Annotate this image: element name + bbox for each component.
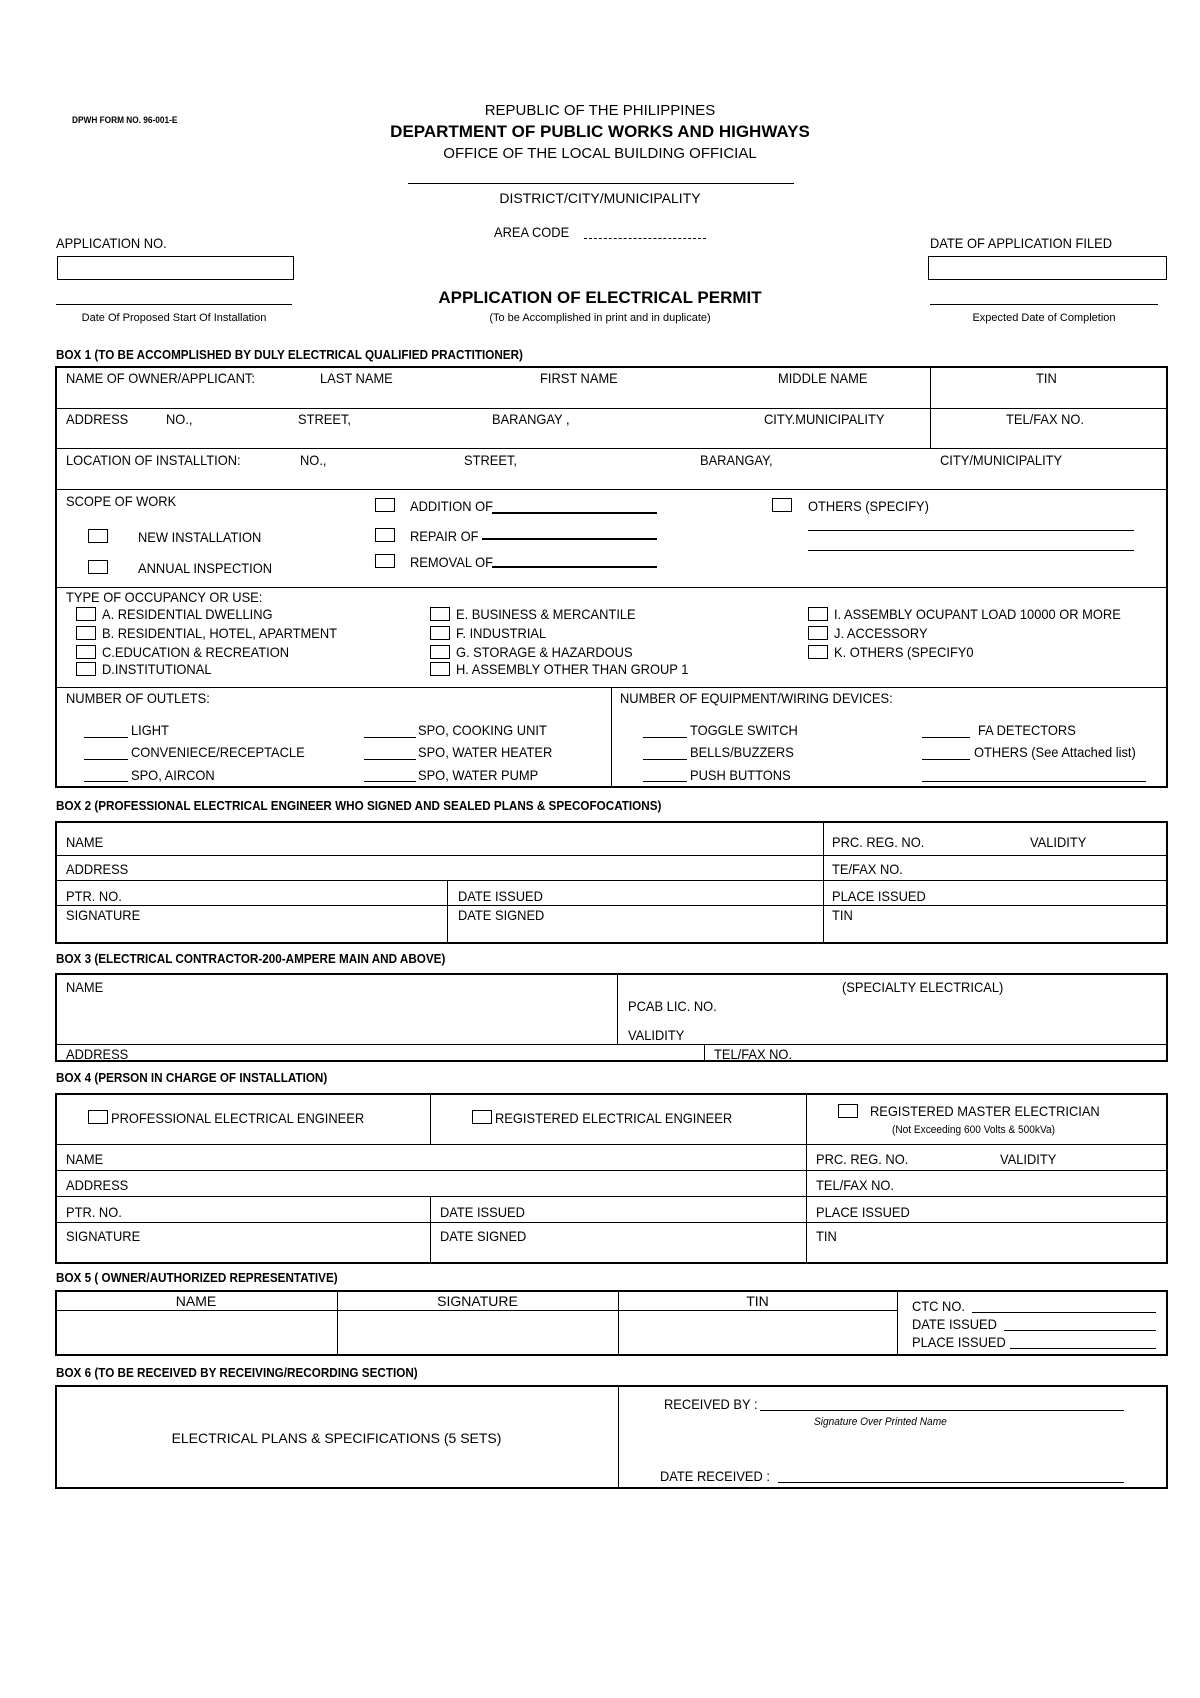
application-no-label: APPLICATION NO. xyxy=(56,235,167,251)
others-devices-line[interactable] xyxy=(922,759,970,760)
water-heater-label: SPO, WATER HEATER xyxy=(418,744,553,760)
repair-label: REPAIR OF xyxy=(410,528,479,544)
area-code-line[interactable] xyxy=(584,238,706,239)
box2-address-label: ADDRESS xyxy=(66,861,129,877)
box4-address-label: ADDRESS xyxy=(66,1177,129,1193)
others-line-2[interactable] xyxy=(808,550,1134,551)
date-filed-label: DATE OF APPLICATION FILED xyxy=(930,235,1113,251)
box4-telfax-label: TEL/FAX NO. xyxy=(816,1177,895,1193)
address-label: ADDRESS xyxy=(66,411,129,427)
occ-h-label: H. ASSEMBLY OTHER THAN GROUP 1 xyxy=(456,661,689,677)
box1-col-divider xyxy=(930,366,931,448)
pee-checkbox[interactable] xyxy=(88,1110,108,1124)
annual-inspection-label: ANNUAL INSPECTION xyxy=(138,560,273,576)
new-installation-checkbox[interactable] xyxy=(88,529,108,543)
occ-i-checkbox[interactable] xyxy=(808,607,828,621)
last-name-label: LAST NAME xyxy=(320,370,393,386)
box5-tin-label: TIN xyxy=(746,1293,769,1309)
occ-h-checkbox[interactable] xyxy=(430,662,450,676)
box2-ptr-label: PTR. NO. xyxy=(66,888,122,904)
repair-checkbox[interactable] xyxy=(375,528,395,542)
box1-row-divider xyxy=(55,489,1168,490)
box3-specialty-label: (SPECIALTY ELECTRICAL) xyxy=(842,979,1004,995)
occ-e-checkbox[interactable] xyxy=(430,607,450,621)
location-no-label: NO., xyxy=(300,452,327,468)
address-street-label: STREET, xyxy=(298,411,351,427)
addition-label: ADDITION OF xyxy=(410,498,494,514)
middle-name-label: MIDDLE NAME xyxy=(778,370,868,386)
first-name-label: FIRST NAME xyxy=(540,370,618,386)
occupancy-label: TYPE OF OCCUPANCY OR USE: xyxy=(66,589,263,605)
district-label: DISTRICT/CITY/MUNICIPALITY xyxy=(499,190,701,206)
fa-label: FA DETECTORS xyxy=(978,722,1076,738)
equipment-label: NUMBER OF EQUIPMENT/WIRING DEVICES: xyxy=(620,690,893,706)
occ-b-label: B. RESIDENTIAL, HOTEL, APARTMENT xyxy=(102,625,338,641)
removal-line[interactable] xyxy=(492,566,657,568)
pee-label: PROFESSIONAL ELECTRICAL ENGINEER xyxy=(111,1110,365,1126)
box3-pcab-label: PCAB LIC. NO. xyxy=(628,998,717,1014)
location-label: LOCATION OF INSTALLTION: xyxy=(66,452,241,468)
box5-name-label: NAME xyxy=(175,1293,217,1309)
area-code-label: AREA CODE xyxy=(494,224,570,240)
date-received-label: DATE RECEIVED : xyxy=(660,1468,770,1484)
bells-line[interactable] xyxy=(643,759,687,760)
box4-row-divider xyxy=(55,1196,1168,1197)
box1-row-divider xyxy=(55,448,1168,449)
box2-row-divider xyxy=(55,880,1168,881)
ctc-line[interactable] xyxy=(972,1312,1156,1313)
occ-j-label: J. ACCESSORY xyxy=(834,625,928,641)
box5-date-issued-label: DATE ISSUED xyxy=(912,1316,997,1332)
location-barangay-label: BARANGAY, xyxy=(700,452,773,468)
occ-d-checkbox[interactable] xyxy=(76,662,96,676)
others-devices-label: OTHERS (See Attached list) xyxy=(974,744,1136,760)
date-received-line[interactable] xyxy=(778,1482,1124,1483)
box2-signature-label: SIGNATURE xyxy=(66,907,141,923)
date-filed-field[interactable] xyxy=(928,256,1167,280)
tin-label: TIN xyxy=(1036,370,1057,386)
occ-c-label: C.EDUCATION & RECREATION xyxy=(102,644,290,660)
box2-date-issued-label: DATE ISSUED xyxy=(458,888,543,904)
box2-telfax-label: TE/FAX NO. xyxy=(832,861,903,877)
box5-row-divider xyxy=(55,1310,897,1311)
new-installation-label: NEW INSTALLATION xyxy=(138,529,262,545)
box2-tin-label: TIN xyxy=(832,907,853,923)
box2-prc-label: PRC. REG. NO. xyxy=(832,834,925,850)
box5-title: BOX 5 ( OWNER/AUTHORIZED REPRESENTATIVE) xyxy=(56,1270,338,1285)
box3-col-divider xyxy=(704,1044,705,1062)
box1-col-divider xyxy=(611,687,612,788)
box5-signature-label: SIGNATURE xyxy=(437,1293,518,1309)
start-date-label: Date Of Proposed Start Of Installation xyxy=(81,312,267,324)
office-heading: OFFICE OF THE LOCAL BUILDING OFFICIAL xyxy=(443,145,757,162)
box2-title: BOX 2 (PROFESSIONAL ELECTRICAL ENGINEER WHO SIGNED AND SEALED PLANS & SPECOFOCATIONS) xyxy=(56,798,662,813)
box2-date-signed-label: DATE SIGNED xyxy=(458,907,545,923)
location-city-label: CITY/MUNICIPALITY xyxy=(940,452,1063,468)
address-city-label: CITY.MUNICIPALITY xyxy=(764,411,885,427)
box4-title: BOX 4 (PERSON IN CHARGE OF INSTALLATION) xyxy=(56,1070,328,1085)
box6-col-divider xyxy=(618,1385,619,1489)
rme-note: (Not Exceeding 600 Volts & 500kVa) xyxy=(892,1124,1055,1136)
occ-k-label: K. OTHERS (SPECIFY0 xyxy=(834,644,974,660)
box4-ptr-label: PTR. NO. xyxy=(66,1204,122,1220)
push-line[interactable] xyxy=(643,781,687,782)
address-barangay-label: BARANGAY , xyxy=(492,411,570,427)
push-label: PUSH BUTTONS xyxy=(690,767,791,783)
box2-name-label: NAME xyxy=(66,834,104,850)
repair-line[interactable] xyxy=(482,538,657,540)
occ-f-label: F. INDUSTRIAL xyxy=(456,625,547,641)
plans-label: ELECTRICAL PLANS & SPECIFICATIONS (5 SETS) xyxy=(171,1430,502,1446)
box3-name-label: NAME xyxy=(66,979,104,995)
box2-validity-label: VALIDITY xyxy=(1030,834,1087,850)
occ-i-label: I. ASSEMBLY OCUPANT LOAD 10000 OR MORE xyxy=(834,606,1121,622)
box4-col-divider xyxy=(806,1093,807,1264)
others-label: OTHERS (SPECIFY) xyxy=(808,498,929,514)
box4-signature-label: SIGNATURE xyxy=(66,1228,141,1244)
scope-label: SCOPE OF WORK xyxy=(66,493,177,509)
republic-heading: REPUBLIC OF THE PHILIPPINES xyxy=(484,102,716,119)
box6-title: BOX 6 (TO BE RECEIVED BY RECEIVING/RECORDING SECTION) xyxy=(56,1365,418,1380)
addition-checkbox[interactable] xyxy=(375,498,395,512)
box4-row-divider xyxy=(55,1170,1168,1171)
department-heading: DEPARTMENT OF PUBLIC WORKS AND HIGHWAYS xyxy=(390,122,810,141)
telfax-label: TEL/FAX NO. xyxy=(1006,411,1085,427)
box2-col-divider xyxy=(823,821,824,944)
signature-over-name: Signature Over Printed Name xyxy=(814,1416,947,1428)
box4-place-issued-label: PLACE ISSUED xyxy=(816,1204,910,1220)
application-no-field[interactable] xyxy=(57,256,294,280)
box5-place-issued-line[interactable] xyxy=(1010,1348,1156,1349)
box1-title: BOX 1 (TO BE ACCOMPLISHED BY DULY ELECTRICAL QUALIFIED PRACTITIONER) xyxy=(56,347,523,362)
form-title: APPLICATION OF ELECTRICAL PERMIT xyxy=(438,288,762,307)
box3-title: BOX 3 (ELECTRICAL CONTRACTOR-200-AMPERE MAIN AND ABOVE) xyxy=(56,951,446,966)
aircon-line[interactable] xyxy=(84,781,128,782)
rme-checkbox[interactable] xyxy=(838,1104,858,1118)
ree-checkbox[interactable] xyxy=(472,1110,492,1124)
form-number: DPWH FORM NO. 96-001-E xyxy=(72,115,178,125)
convenience-line[interactable] xyxy=(84,759,128,760)
occ-d-label: D.INSTITUTIONAL xyxy=(102,661,212,677)
district-line xyxy=(408,183,794,184)
box4-row-divider xyxy=(55,1144,1168,1145)
bells-label: BELLS/BUZZERS xyxy=(690,744,794,760)
box4-row-divider xyxy=(55,1222,1168,1223)
water-pump-line[interactable] xyxy=(364,781,416,782)
cooking-line[interactable] xyxy=(364,737,416,738)
others-line-1[interactable] xyxy=(808,530,1134,531)
toggle-line[interactable] xyxy=(643,737,687,738)
form-subtitle: (To be Accomplished in print and in duplicate) xyxy=(489,312,711,324)
rme-label: REGISTERED MASTER ELECTRICIAN xyxy=(870,1103,1100,1119)
ctc-label: CTC NO. xyxy=(912,1298,965,1314)
outlets-label: NUMBER OF OUTLETS: xyxy=(66,690,210,706)
box4-tin-label: TIN xyxy=(816,1228,837,1244)
aircon-label: SPO, AIRCON xyxy=(131,767,215,783)
occ-k-checkbox[interactable] xyxy=(808,645,828,659)
box3-telfax-label: TEL/FAX NO. xyxy=(714,1046,793,1062)
light-label: LIGHT xyxy=(131,722,169,738)
box5-place-issued-label: PLACE ISSUED xyxy=(912,1334,1006,1350)
ree-label: REGISTERED ELECTRICAL ENGINEER xyxy=(495,1110,733,1126)
toggle-label: TOGGLE SWITCH xyxy=(690,722,798,738)
box4-date-issued-label: DATE ISSUED xyxy=(440,1204,525,1220)
cooking-label: SPO, COOKING UNIT xyxy=(418,722,547,738)
box2-place-issued-label: PLACE ISSUED xyxy=(832,888,926,904)
address-no-label: NO., xyxy=(166,411,193,427)
box3-row-divider xyxy=(55,1044,1168,1045)
annual-inspection-checkbox[interactable] xyxy=(88,560,108,574)
occ-a-label: A. RESIDENTIAL DWELLING xyxy=(102,606,273,622)
occ-b-checkbox[interactable] xyxy=(76,626,96,640)
fa-line[interactable] xyxy=(922,737,970,738)
box1-row-divider xyxy=(55,587,1168,588)
box5-col-divider xyxy=(897,1290,898,1356)
light-line[interactable] xyxy=(84,737,128,738)
water-heater-line[interactable] xyxy=(364,759,416,760)
box4-prc-label: PRC. REG. NO. xyxy=(816,1151,909,1167)
box3-col-divider xyxy=(617,973,618,1044)
convenience-label: CONVENIECE/RECEPTACLE xyxy=(131,744,305,760)
completion-date-line[interactable] xyxy=(930,304,1158,305)
removal-checkbox[interactable] xyxy=(375,554,395,568)
owner-label: NAME OF OWNER/APPLICANT: xyxy=(66,370,255,386)
received-by-line[interactable] xyxy=(760,1410,1124,1411)
occ-f-checkbox[interactable] xyxy=(430,626,450,640)
box2-col-divider xyxy=(447,880,448,944)
occ-g-checkbox[interactable] xyxy=(430,645,450,659)
occ-e-label: E. BUSINESS & MERCANTILE xyxy=(456,606,636,622)
others-checkbox[interactable] xyxy=(772,498,792,512)
occ-c-checkbox[interactable] xyxy=(76,645,96,659)
received-by-label: RECEIVED BY : xyxy=(664,1396,758,1412)
box2-row-divider xyxy=(55,905,1168,906)
occ-j-checkbox[interactable] xyxy=(808,626,828,640)
addition-line[interactable] xyxy=(492,512,657,514)
others-devices-line-2[interactable] xyxy=(922,781,1146,782)
removal-label: REMOVAL OF xyxy=(410,554,494,570)
water-pump-label: SPO, WATER PUMP xyxy=(418,767,539,783)
box5-date-issued-line[interactable] xyxy=(1004,1330,1156,1331)
occ-g-label: G. STORAGE & HAZARDOUS xyxy=(456,644,633,660)
box3-validity-label: VALIDITY xyxy=(628,1027,685,1043)
box4-col-divider xyxy=(430,1196,431,1264)
box4-name-label: NAME xyxy=(66,1151,104,1167)
box3-address-label: ADDRESS xyxy=(66,1046,129,1062)
box2 xyxy=(55,821,1168,944)
box1-row-divider xyxy=(55,408,1168,409)
occ-a-checkbox[interactable] xyxy=(76,607,96,621)
completion-date-label: Expected Date of Completion xyxy=(972,312,1116,324)
box2-row-divider xyxy=(55,855,1168,856)
location-street-label: STREET, xyxy=(464,452,517,468)
box4-col-divider xyxy=(430,1093,431,1144)
box4-validity-label: VALIDITY xyxy=(1000,1151,1057,1167)
box4-date-signed-label: DATE SIGNED xyxy=(440,1228,527,1244)
